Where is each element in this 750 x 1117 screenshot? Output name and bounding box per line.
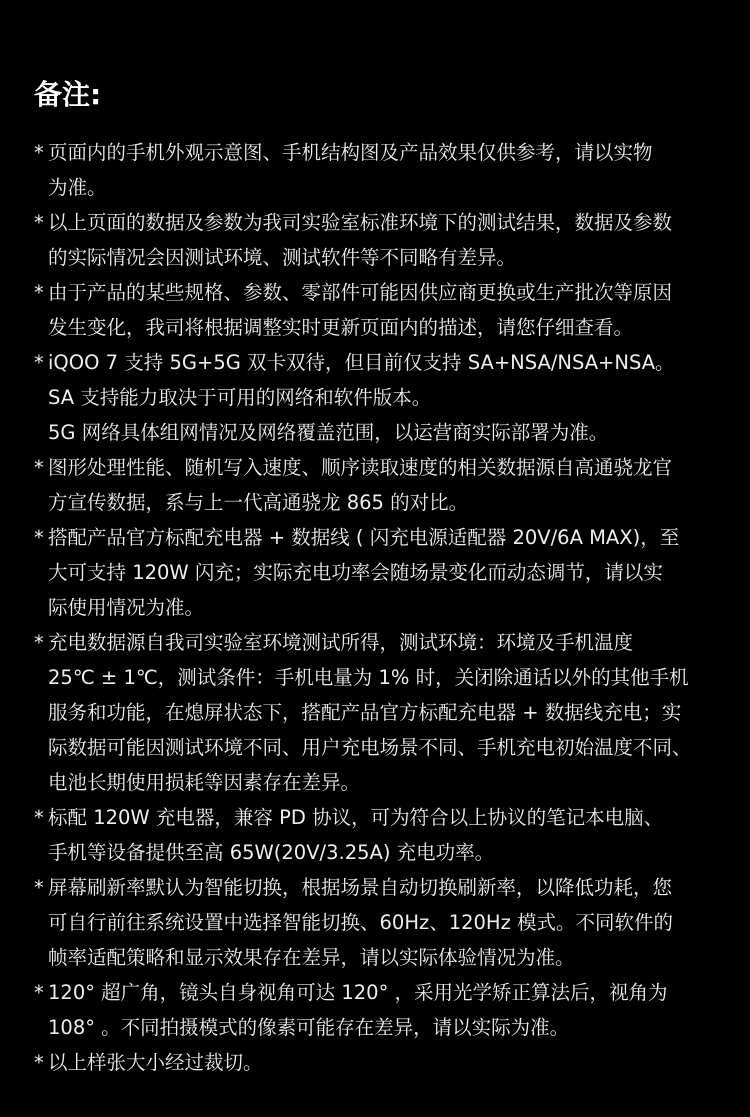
note-bullet-icon: *: [34, 456, 44, 479]
note-bullet-icon: *: [34, 211, 44, 234]
note-bullet-icon: *: [34, 1051, 44, 1074]
note-bullet-icon: *: [34, 281, 44, 304]
note-item: [34, 975, 730, 1045]
note-item: [34, 275, 730, 345]
note-bullet-icon: *: [34, 876, 44, 899]
note-item: [34, 870, 730, 975]
note-line: 手机等设备提供至高 65W(20V/3.25A) 充电功率。: [48, 841, 495, 864]
note-line: 服务和功能，在熄屏状态下，搭配产品官方标配充电器 + 数据线充电；实: [48, 701, 682, 724]
note-bullet-icon: *: [34, 141, 44, 164]
note-line: 25℃ ± 1℃，测试条件：手机电量为 1% 时，关闭除通话以外的其他手机: [48, 666, 689, 689]
page-title: 备注:: [34, 78, 102, 111]
note-line: iQOO 7 支持 5G+5G 双卡双待，但目前仅支持 SA+NSA/NSA+NSA。: [48, 351, 675, 374]
note-line: 方宣传数据，系与上一代高通骁龙 865 的对比。: [48, 491, 469, 514]
note-item: [34, 800, 730, 870]
note-line: 为准。: [48, 176, 107, 199]
note-bullet-icon: *: [34, 806, 44, 829]
note-bullet-icon: *: [34, 631, 44, 654]
note-line: 际使用情况为准。: [48, 596, 205, 619]
note-line: 搭配产品官方标配充电器 + 数据线 ( 闪充电源适配器 20V/6A MAX)，至: [48, 526, 680, 549]
note-line: 充电数据源自我司实验室环境测试所得，测试环境：环境及手机温度: [48, 631, 634, 654]
note-line: 屏幕刷新率默认为智能切换，根据场景自动切换刷新率，以降低功耗，您: [48, 876, 673, 899]
note-item: [34, 1045, 730, 1080]
note-line: 以上页面的数据及参数为我司实验室标准环境下的测试结果，数据及参数: [48, 211, 673, 234]
notes-list: [34, 135, 750, 1080]
note-line: 发生变化，我司将根据调整实时更新页面内的描述，请您仔细查看。: [48, 316, 634, 339]
note-line: 标配 120W 充电器，兼容 PD 协议，可为符合以上协议的笔记本电脑、: [48, 806, 664, 829]
note-line: 108° 。不同拍摄模式的像素可能存在差异，请以实际为准。: [48, 1016, 570, 1039]
note-item: [34, 450, 730, 520]
note-line: 以上样张大小经过裁切。: [48, 1051, 263, 1074]
note-line: 5G 网络具体组网情况及网络覆盖范围，以运营商实际部署为准。: [48, 421, 609, 444]
note-line: 可自行前往系统设置中选择智能切换、60Hz、120Hz 模式。不同软件的: [48, 911, 674, 934]
note-bullet-icon: *: [34, 526, 44, 549]
note-line: 图形处理性能、随机写入速度、顺序读取速度的相关数据源自高通骁龙官: [48, 456, 673, 479]
note-item: [34, 205, 730, 275]
note-line: SA 支持能力取决于可用的网络和软件版本。: [48, 386, 432, 409]
note-item: [34, 625, 730, 800]
note-line: 的实际情况会因测试环境、测试软件等不同略有差异。: [48, 246, 517, 269]
note-line: 大可支持 120W 闪充；实际充电功率会随场景变化而动态调节，请以实: [48, 561, 663, 584]
note-item: [34, 520, 730, 625]
note-line: 页面内的手机外观示意图、手机结构图及产品效果仅供参考，请以实物: [48, 141, 653, 164]
note-item: [34, 135, 730, 205]
note-line: 电池长期使用损耗等因素存在差异。: [48, 771, 361, 794]
note-bullet-icon: *: [34, 981, 44, 1004]
note-line: 120° 超广角，镜头自身视角可达 120° ，采用光学矫正算法后，视角为: [48, 981, 668, 1004]
note-line: 帧率适配策略和显示效果存在差异，请以实际体验情况为准。: [48, 946, 575, 969]
note-bullet-icon: *: [34, 351, 44, 374]
note-line: 由于产品的某些规格、参数、零部件可能因供应商更换或生产批次等原因: [48, 281, 673, 304]
note-line: 际数据可能因测试环境不同、用户充电场景不同、手机充电初始温度不同、: [48, 736, 692, 759]
note-item: [34, 345, 730, 450]
